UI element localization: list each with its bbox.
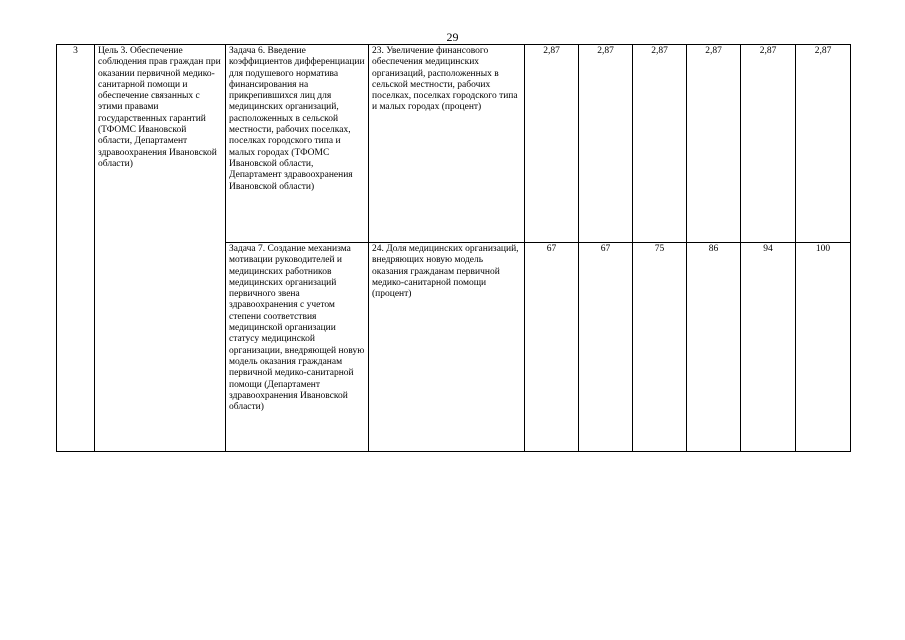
value-cell: 86 [687,243,741,452]
value-cell: 2,87 [741,45,796,243]
value-cell: 2,87 [579,45,633,243]
value-cell: 67 [525,243,579,452]
goal-cell: Цель 3. Обеспечение соблюдения прав граждан при оказании первичной медико-санитарной помощи и обеспечение связанных с этими правами государственных гарантий (ТФОМС Ивановской области, Департамент здравоохранения Ивановской области) [95,45,226,452]
value-cell: 100 [796,243,851,452]
indicators-table [56,44,851,452]
task-cell: Задача 7. Создание механизма мотивации руководителей и медицинских работников медицинских организаций первичного звена здравоохранения с учетом степени соответствия медицинской организации статусу медицинской организации, внедряющей новую модель оказания гражданам первичной медико-санитарной помощи (Департамент здравоохранения Ивановской области) [226,243,369,452]
value-cell: 2,87 [796,45,851,243]
value-cell: 2,87 [633,45,687,243]
value-cell: 94 [741,243,796,452]
value-cell: 75 [633,243,687,452]
value-cell: 2,87 [525,45,579,243]
indicator-cell: 23. Увеличение финансового обеспечения медицинских организаций, расположенных в сельской местности, рабочих поселках, поселках городского типа и малых городах (процент) [369,45,525,243]
value-cell: 67 [579,243,633,452]
indicator-cell: 24. Доля медицинских организаций, внедряющих новую модель оказания гражданам первичной медико-санитарной помощи (процент) [369,243,525,452]
task-cell: Задача 6. Введение коэффициентов дифференциации для подушевого норматива финансирования на прикрепившихся лиц для медицинских организаций, расположенных в сельской местности, рабочих поселках, поселках городского типа и малых городах (ТФОМС Ивановской области, Департамент здравоохранения Ивановской области) [226,45,369,243]
page-number: 29 [446,30,459,44]
value-cell: 2,87 [687,45,741,243]
row-number-cell: 3 [57,45,95,452]
table-row [57,45,851,243]
